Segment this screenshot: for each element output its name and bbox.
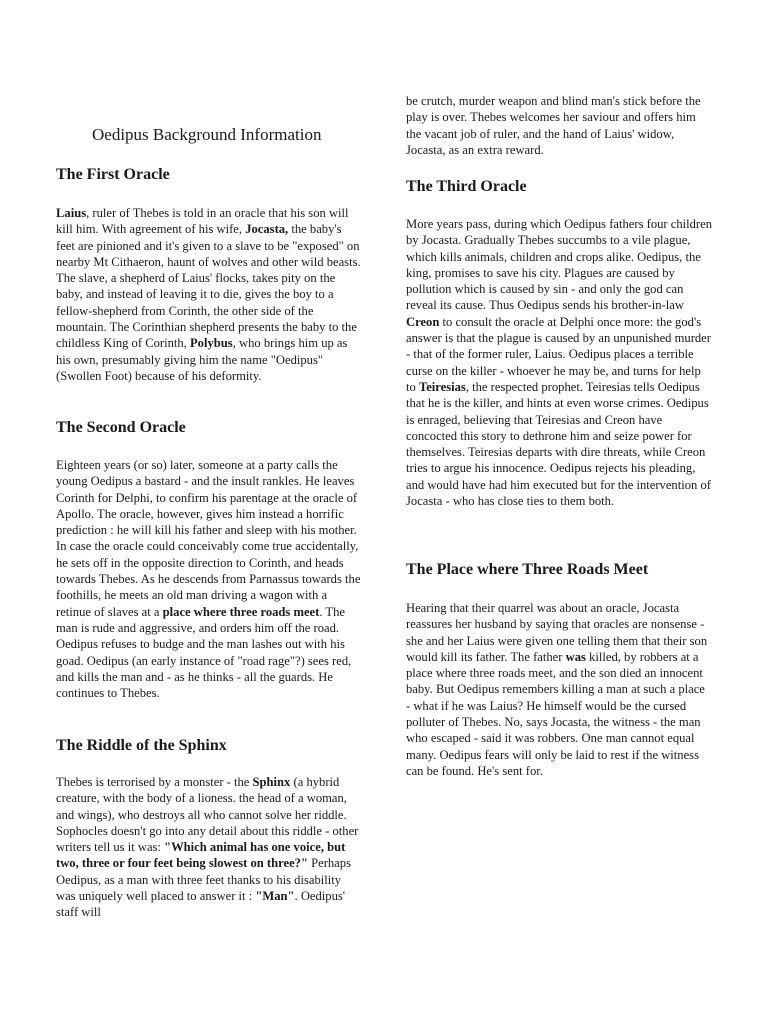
paragraph-second-oracle [56,457,362,701]
text-run: to consult the oracle at Delphi once more: the god's answer is that the plague is caused by an unpunished murder - that of the former ruler, Laius. Oedipus places a terrible curse on the killer - whoever he may be, and turns for help to [406,314,711,394]
paragraph-continuation [406,93,712,158]
bold-term: Creon [406,314,440,329]
text-run: Eighteen years (or so) later, someone at a party calls the young Oedipus a bastard - and the insult rankles. He leaves Corinth for Delphi, to confirm his parentage at the oracle of Apollo. The oracle, however, gives him instead a horrific prediction : he will kill his father and sleep with his mother. In case the oracle could conceivably come true accidentally, he sets off in the opposite direction to Corinth, and heads towards Thebes. As he descends from Parnassus towards the foothills, he meets an old man driving a wagon with a retinue of slaves at a [56,458,361,619]
text-run: killed, by robbers at a place where three roads meet, and the son died an innocent baby. But Oedipus remembers killing a man at such a place - what if he was Laius? He himself would be the cursed polluter of Thebes. No, says Jocasta, the witness - the man who escaped - said it was robbers. One man cannot equal many. Oedipus fears will only be laid to rest if the witness can be found. He's sent for. [406,649,705,778]
paragraph-third-oracle [406,216,712,509]
heading-three-roads: The Place where Three Roads Meet [406,561,649,578]
bold-term: was [565,649,586,664]
text-run: Hearing that their quarrel was about an oracle, Jocasta reassures her husband by saying that oracles are nonsense - she and her Laius were given one telling them that their son would kill its father. The father [406,601,708,664]
heading-third-oracle: The Third Oracle [406,178,527,195]
text-run: , ruler of Thebes is told in an oracle that his son will kill him. With agreement of his wife, [56,206,349,237]
text-run: , the respected prophet. Teiresias tells Oedipus that he is the killer, and hints at even worse crimes. Oedipus is enraged, believing that Teiresias and Creon have concocted this story to dethrone him and seize power for themselves. Teiresias departs with dire threats, while Creon tries to argue his innocence. Oedipus rejects his pleading, and would have had him executed but for the intervention of Jocasta - who has close ties to them both. [406,379,711,509]
bold-term: Sphinx [252,775,291,789]
bold-term: Teiresias [418,379,466,394]
bold-term: Polybus [189,336,233,351]
bold-term: "Which animal has one voice, but two, three or four feet being slowest on three?" [56,840,346,871]
bold-term: Jocasta, [245,222,289,237]
text-run: (a hybrid creature, with the body of a lioness. the head of a woman, and wings), who destroys all who cannot solve her riddle. Sophocles doesn't go into any detail about this riddle - other writers tell us it was: [56,775,359,855]
text-run: More years pass, during which Oedipus fathers four children by Jocasta. Gradually Thebes succumbs to a vile plague, which kills animals, children and crops alike. Oedipus, the king, promises to save his city. Plagues are caused by pollution which is caused by sin - and only the god can reveal its cause. Thus Oedipus sends his brother-in-law [406,217,713,313]
bold-term: Laius [56,206,87,220]
text-run: Perhaps Oedipus, as a man with three feet thanks to his disability was uniquely well placed to answer it : [56,856,351,904]
page-title: Oedipus Background Information [92,125,322,144]
text-run: the baby's feet are pinioned and it's given to a slave to be "exposed" on nearby Mt Cithaeron, haunt of wolves and other wild beasts. The slave, a shepherd of Laius' flocks, takes pity on the baby, and instead of leaving it to die, gives the boy to a fellow-shepherd from Corinth, the other side of the mountain. The Corinthian shepherd presents the baby to the childless King of Corinth, [56,222,361,351]
paragraph-three-roads [406,600,712,779]
heading-second-oracle: The Second Oracle [56,419,186,436]
heading-riddle-of-sphinx: The Riddle of the Sphinx [56,737,227,754]
text-run: . The man is rude and aggressive, and orders him off the road. Oedipus refuses to budge and the man lashes out with his goad. Oedipus (an early instance of "road rage"?) sees red, and kills the man and - as he thinks - all the guards. He continues to Thebes. [56,604,352,701]
bold-term: "Man" [255,889,295,904]
text-run: Thebes is terrorised by a monster - the [56,775,253,789]
text-run: , who brings him up as his own, presumably giving him the name "Oedipus" (Swollen Foot) because of his deformity. [56,336,348,383]
bold-term: place where three roads meet [162,604,320,619]
heading-first-oracle: The First Oracle [56,166,170,183]
text-run: be crutch, murder weapon and blind man's stick before the play is over. Thebes welcomes her saviour and offers him the vacant job of ruler, and the hand of Laius' widow, Jocasta, as an extra reward. [406,94,701,157]
paragraph-first-oracle [56,205,362,384]
paragraph-riddle-of-sphinx [56,774,362,921]
text-run: . Oedipus' staff will [56,889,346,920]
